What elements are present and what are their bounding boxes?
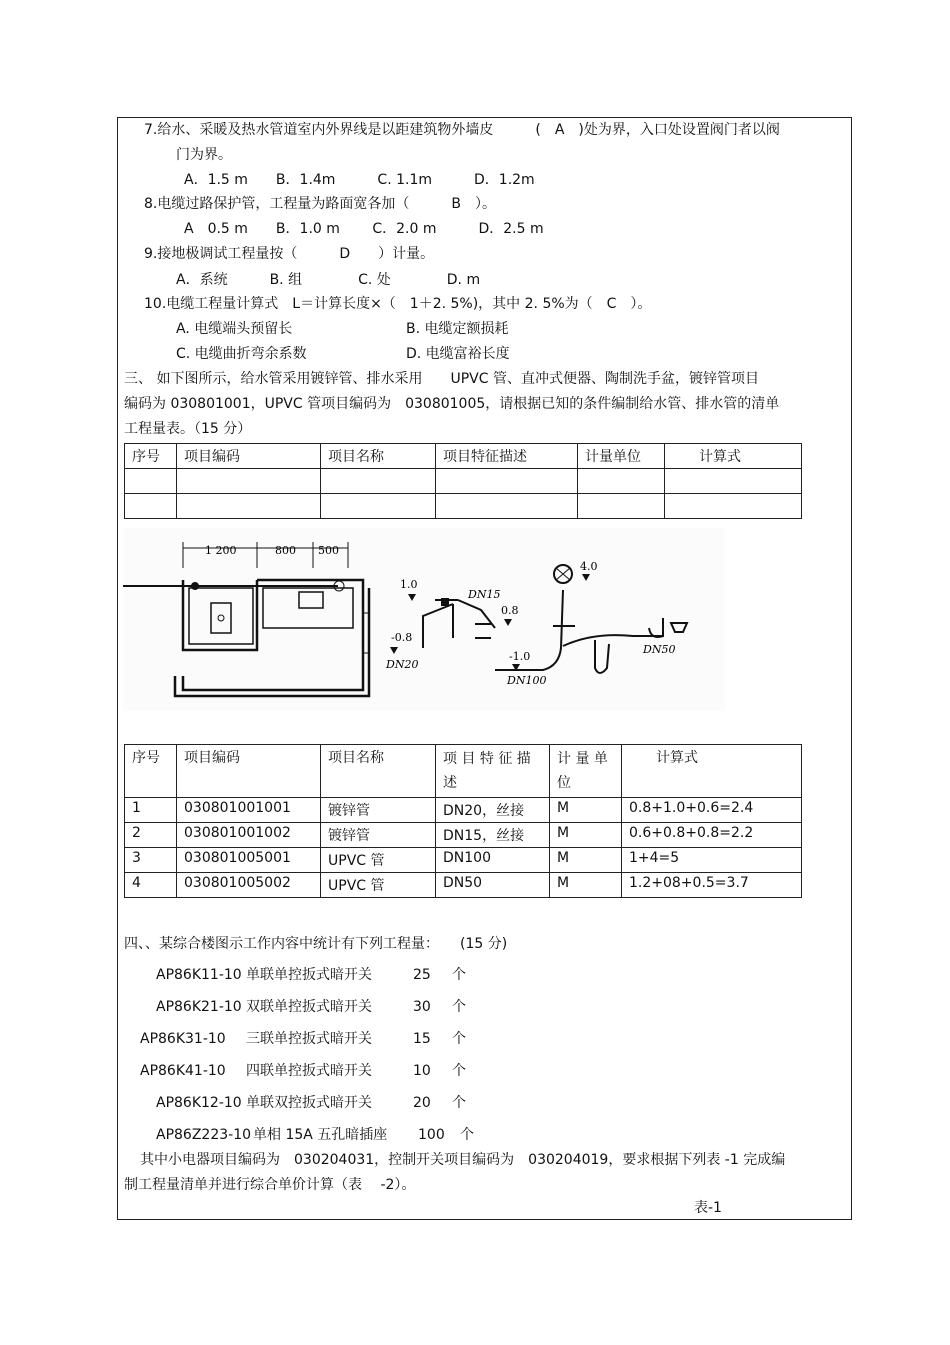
item-qty: 30 bbox=[413, 999, 431, 1015]
item-code: AP86K31-10 bbox=[140, 1031, 226, 1047]
item-qty: 20 bbox=[413, 1095, 431, 1111]
level-1.0: 1.0 bbox=[400, 578, 418, 591]
section3-line3: 工程量表。（15 分） bbox=[124, 421, 252, 437]
header-cell: 计算式 bbox=[665, 444, 802, 469]
item-unit: 个 bbox=[460, 1127, 474, 1143]
cell: 1 bbox=[125, 798, 177, 823]
header-cell: 项目编码 bbox=[177, 444, 321, 469]
item-name: 单联双控扳式暗开关 bbox=[246, 1095, 372, 1111]
answer-table bbox=[124, 744, 802, 898]
q8-options: A 0.5 m B．1.0 m C．2.0 m D．2.5 m bbox=[184, 221, 544, 237]
cell: DN100 bbox=[436, 848, 550, 873]
cell: 030801001002 bbox=[177, 823, 321, 848]
q10-option-a: A. 电缆端头预留长 bbox=[176, 321, 293, 337]
item-name: 单联单控扳式暗开关 bbox=[246, 967, 372, 983]
header-cell: 项目特征描述 bbox=[436, 444, 578, 469]
cell: 030801005002 bbox=[177, 873, 321, 898]
item-name: 三联单控扳式暗开关 bbox=[246, 1031, 372, 1047]
cell: 镀锌管 bbox=[321, 823, 436, 848]
section3-line2: 编码为 030801001，UPVC 管项目编码为 030801005，请根据已知的条件编制给水管、排水管的清单 bbox=[124, 396, 780, 412]
blank-row bbox=[125, 469, 802, 494]
section3-line1: 三、 如下图所示，给水管采用镀锌管、排水采用 UPVC 管、直冲式便器、陶制洗手盆，镀锌管项目 bbox=[124, 371, 759, 387]
item-unit: 个 bbox=[452, 1095, 466, 1111]
dn100-label: DN100 bbox=[507, 674, 547, 687]
q7-line2: 门为界。 bbox=[176, 147, 232, 163]
table-row bbox=[125, 848, 802, 873]
header-4b: 述 bbox=[443, 775, 457, 791]
header-5b: 位 bbox=[557, 775, 571, 791]
cell: 0.8+1.0+0.6=2.4 bbox=[622, 798, 802, 823]
cell: DN20，丝接 bbox=[436, 798, 550, 823]
item-code: AP86Z223-10 bbox=[156, 1127, 252, 1143]
item-unit: 个 bbox=[452, 999, 466, 1015]
level-minus1.0: -1.0 bbox=[509, 650, 531, 663]
header-cell bbox=[550, 745, 622, 798]
q9: 9.接地极调试工程量按（ D ）计量。 bbox=[144, 246, 435, 262]
q10-option-d: D. 电缆富裕长度 bbox=[406, 346, 510, 362]
cell: DN50 bbox=[436, 873, 550, 898]
item-name: 四联单控扳式暗开关 bbox=[246, 1063, 372, 1079]
dim-800: 800 bbox=[275, 544, 296, 557]
item-code: AP86K41-10 bbox=[140, 1063, 226, 1079]
q7-options: A．1.5 m B．1.4m C. 1.1m D．1.2m bbox=[184, 172, 535, 188]
item-name: 双联单控扳式暗开关 bbox=[246, 999, 372, 1015]
section4-title: 四、、某综合楼图示工作内容中统计有下列工程量： (15 分) bbox=[124, 936, 508, 952]
header-cell bbox=[436, 745, 550, 798]
answer-table-header bbox=[125, 745, 802, 798]
cell: M bbox=[550, 798, 622, 823]
cell: 1.2+08+0.5=3.7 bbox=[622, 873, 802, 898]
q10: 10.电缆工程量计算式 L＝计算长度×（ 1＋2. 5%)，其中 2. 5%为（ C ）。 bbox=[144, 296, 652, 312]
dim-500: 500 bbox=[318, 544, 339, 557]
cell: 030801001001 bbox=[177, 798, 321, 823]
cell: M bbox=[550, 873, 622, 898]
cell: 3 bbox=[125, 848, 177, 873]
table-label: 表-1 bbox=[694, 1200, 722, 1216]
cell: 4 bbox=[125, 873, 177, 898]
cell: UPVC 管 bbox=[321, 873, 436, 898]
header-cell: 计量单位 bbox=[578, 444, 665, 469]
cell: M bbox=[550, 823, 622, 848]
cell: M bbox=[550, 848, 622, 873]
blank-row bbox=[125, 494, 802, 519]
section4-para1: 其中小电器项目编码为 030204031，控制开关项目编码为 030204019，要求根据下列表 -1 完成编 bbox=[140, 1152, 786, 1168]
cell: 镀锌管 bbox=[321, 798, 436, 823]
q10-option-c: C. 电缆曲折弯余系数 bbox=[176, 346, 307, 362]
header-5a: 计 量 单 bbox=[557, 751, 608, 767]
item-unit: 个 bbox=[452, 967, 466, 983]
item-qty: 10 bbox=[413, 1063, 431, 1079]
item-qty: 15 bbox=[413, 1031, 431, 1047]
item-qty: 100 bbox=[418, 1127, 445, 1143]
cell: 1+4=5 bbox=[622, 848, 802, 873]
table-row bbox=[125, 798, 802, 823]
table-row bbox=[125, 873, 802, 898]
section4-para2: 制工程量清单并进行综合单价计算（表 -2）。 bbox=[124, 1177, 416, 1193]
dn50-label: DN50 bbox=[643, 643, 676, 656]
blank-answer-table bbox=[124, 443, 802, 519]
cell: 0.6+0.8+0.8=2.2 bbox=[622, 823, 802, 848]
q7-line1: 7.给水、采暖及热水管道室内外界线是以距建筑物外墙皮 ( A )处为界，入口处设置阀门者以阀 bbox=[144, 122, 780, 138]
table-row bbox=[125, 823, 802, 848]
item-code: AP86K11-10 bbox=[156, 967, 242, 983]
level-4.0: 4.0 bbox=[580, 560, 598, 573]
item-code: AP86K12-10 bbox=[156, 1095, 242, 1111]
dn20-label: DN20 bbox=[386, 658, 419, 671]
dn15-label: DN15 bbox=[468, 588, 501, 601]
level-minus0.8: -0.8 bbox=[391, 631, 413, 644]
header-cell: 项目编码 bbox=[177, 745, 321, 798]
item-code: AP86K21-10 bbox=[156, 999, 242, 1015]
cell: 030801005001 bbox=[177, 848, 321, 873]
header-cell: 序号 bbox=[125, 745, 177, 798]
item-qty: 25 bbox=[413, 967, 431, 983]
header-cell: 序号 bbox=[125, 444, 177, 469]
cell: 2 bbox=[125, 823, 177, 848]
q8: 8.电缆过路保护管，工程量为路面宽各加（ B ）。 bbox=[144, 196, 496, 212]
pipe-system-figure bbox=[123, 528, 725, 711]
header-4a: 项 目 特 征 描 bbox=[443, 751, 531, 767]
cell: DN15，丝接 bbox=[436, 823, 550, 848]
cell: UPVC 管 bbox=[321, 848, 436, 873]
blank-table-header bbox=[125, 444, 802, 469]
q9-options: A．系统 B. 组 C. 处 D. m bbox=[176, 272, 481, 288]
header-cell: 计算式 bbox=[622, 745, 802, 798]
q10-option-b: B. 电缆定额损耗 bbox=[406, 321, 509, 337]
level-0.8: 0.8 bbox=[501, 604, 519, 617]
item-unit: 个 bbox=[452, 1063, 466, 1079]
dim-1200: 1 200 bbox=[205, 544, 237, 557]
item-name: 单相 15A 五孔暗插座 bbox=[253, 1127, 388, 1143]
item-unit: 个 bbox=[452, 1031, 466, 1047]
header-cell: 项目名称 bbox=[321, 745, 436, 798]
header-cell: 项目名称 bbox=[321, 444, 436, 469]
